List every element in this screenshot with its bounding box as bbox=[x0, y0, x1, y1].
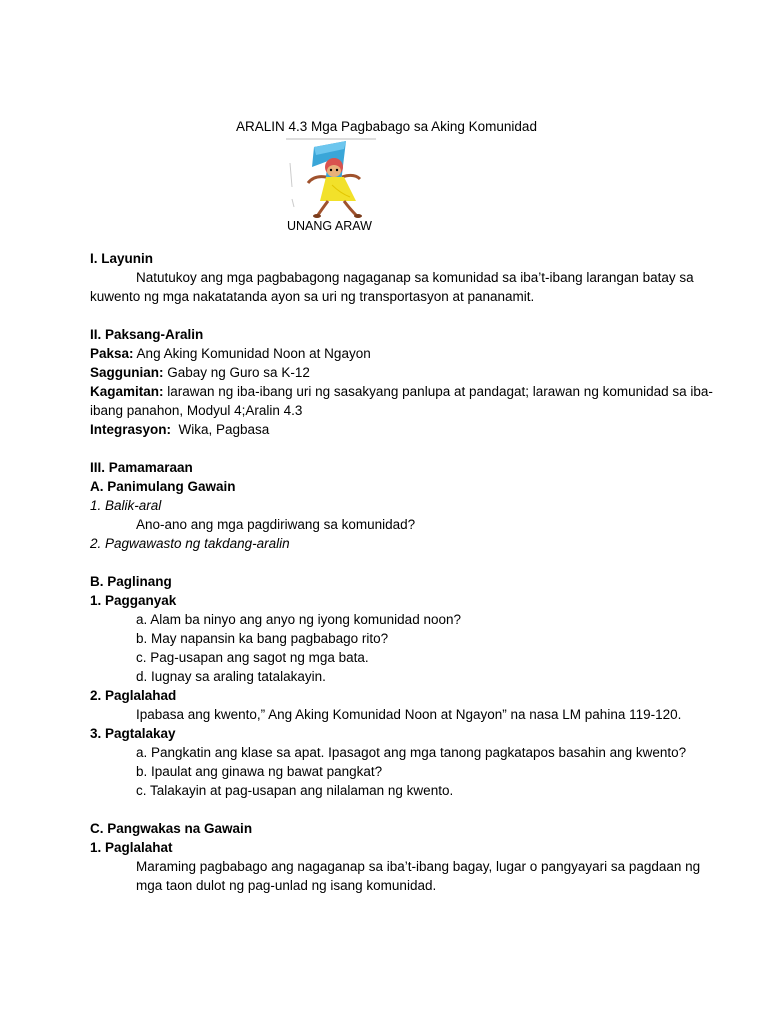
layunin-heading: I. Layunin bbox=[90, 251, 154, 266]
integrasyon-line bbox=[90, 420, 730, 439]
paglalahat-text: Maraming pagbabago ang nagaganap sa iba’t-ibang bagay, lugar o pangyayari sa pagdaan ng mga taon dulot ng pag-unlad ng isang komunidad. bbox=[136, 859, 701, 893]
pagganyak-item: b. May napansin ka bang pagbabago rito? bbox=[136, 631, 389, 646]
saggunian-value: Gabay ng Guro sa K-12 bbox=[163, 365, 310, 380]
pagtalakay-item: c. Talakayin at pag-usapan ang nilalaman ng kwento. bbox=[136, 783, 454, 798]
saggunian-line bbox=[90, 363, 730, 382]
integrasyon-label: Integrasyon: bbox=[90, 422, 172, 437]
lesson-content bbox=[90, 249, 730, 895]
pangwakas-heading: C. Pangwakas na Gawain bbox=[90, 821, 253, 836]
paksang-aralin-heading: II. Paksang-Aralin bbox=[90, 327, 204, 342]
pagwawasto-item: 2. Pagwawasto ng takdang-aralin bbox=[90, 536, 290, 551]
lesson-title: ARALIN 4.3 Mga Pagbabago sa Aking Komunidad bbox=[236, 119, 537, 134]
kagamitan-line bbox=[90, 382, 730, 420]
document-page bbox=[90, 0, 730, 1024]
paksa-label: Paksa: bbox=[90, 346, 134, 361]
number-one-cartoon-icon bbox=[284, 137, 378, 219]
pagganyak-item: d. Iugnay sa araling tatalakayin. bbox=[136, 669, 326, 684]
day-subtitle: UNANG ARAW bbox=[287, 219, 372, 233]
paglalahat-heading: 1. Paglalahat bbox=[90, 840, 173, 855]
pagganyak-item: c. Pag-usapan ang sagot ng mga bata. bbox=[136, 650, 369, 665]
integrasyon-value: Wika, Pagbasa bbox=[171, 422, 270, 437]
pamamaraan-heading: III. Pamamaraan bbox=[90, 460, 193, 475]
paglinang-heading: B. Paglinang bbox=[90, 574, 172, 589]
spacer bbox=[90, 439, 730, 458]
paksa-value: Ang Aking Komunidad Noon at Ngayon bbox=[133, 346, 371, 361]
saggunian-label: Saggunian: bbox=[90, 365, 164, 380]
balik-aral-text: Ano-ano ang mga pagdiriwang sa komunidad? bbox=[136, 517, 416, 532]
paglalahad-text: Ipabasa ang kwento,” Ang Aking Komunidad Noon at Ngayon” na nasa LM pahina 119-120. bbox=[136, 707, 682, 722]
kagamitan-label: Kagamitan: bbox=[90, 384, 164, 399]
panimulang-gawain-heading: A. Panimulang Gawain bbox=[90, 479, 236, 494]
pagganyak-heading: 1. Pagganyak bbox=[90, 593, 177, 608]
kagamitan-value: larawan ng iba-ibang uri ng sasakyang panlupa at pandagat; larawan ng komunidad sa iba-ibang panahon, Modyul 4;Aralin 4.3 bbox=[90, 384, 713, 418]
pagtalakay-item: b. Ipaulat ang ginawa ng bawat pangkat? bbox=[136, 764, 383, 779]
spacer bbox=[90, 800, 730, 819]
balik-aral-item: 1. Balik-aral bbox=[90, 498, 162, 513]
spacer bbox=[90, 553, 730, 572]
pagtalakay-heading: 3. Pagtalakay bbox=[90, 726, 176, 741]
layunin-text: Natutukoy ang mga pagbabagong nagaganap sa komunidad sa iba’t-ibang larangan batay sa kuwento ng mga nakatatanda ayon sa uri ng transportasyon at pananamit. bbox=[90, 270, 694, 304]
pagganyak-item: a. Alam ba ninyo ang anyo ng iyong komunidad noon? bbox=[136, 612, 461, 627]
paglalahad-heading: 2. Paglalahad bbox=[90, 688, 177, 703]
pagtalakay-item: a. Pangkatin ang klase sa apat. Ipasagot ang mga tanong pagkatapos basahin ang kwento? bbox=[136, 745, 687, 760]
paksa-line bbox=[90, 344, 730, 363]
spacer bbox=[90, 306, 730, 325]
